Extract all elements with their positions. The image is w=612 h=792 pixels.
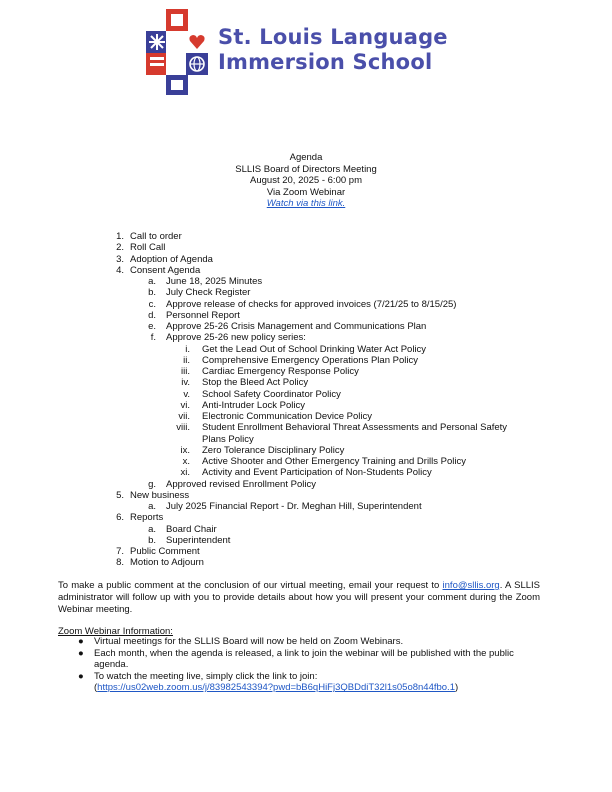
agenda-subitem — [0, 535, 612, 546]
item-text: Public Comment — [130, 546, 200, 557]
item-text: Cardiac Emergency Response Policy — [202, 366, 359, 377]
school-logo — [146, 9, 466, 95]
item-text: Get the Lead Out of School Drinking Water Act Policy — [202, 343, 427, 355]
item-text: Adoption of Agenda — [130, 253, 213, 265]
item-number: e. — [148, 321, 156, 332]
item-text: Motion to Adjourn — [130, 557, 204, 569]
meeting-name: SLLIS Board of Directors Meeting — [235, 163, 377, 175]
item-number: f. — [150, 332, 156, 344]
item-number: 1. — [116, 231, 124, 242]
agenda-subitem — [0, 501, 612, 512]
logo-line-2: Immersion School — [218, 50, 433, 74]
agenda-item — [0, 490, 612, 501]
item-number: 6. — [116, 512, 124, 524]
agenda-item — [0, 557, 612, 568]
item-number: x. — [182, 456, 190, 467]
bullet-dot-icon: ● — [78, 636, 84, 647]
bullet-item — [58, 671, 538, 694]
item-text: Student Enrollment Behavioral Threat Assessments and Personal Safety Plans Policy — [202, 422, 508, 445]
policy-item — [0, 355, 612, 366]
bullet-item — [58, 648, 538, 671]
zoom-webinar-link[interactable]: https://us02web.zoom.us/j/83982543394?pwd=bB6qHiFj3QBDdiT32l1s05o8n44fbo.1 — [97, 682, 455, 694]
item-number: d. — [148, 309, 156, 321]
item-text: Call to order — [130, 231, 182, 242]
comment-text-after: . A SLLIS administrator will follow up with you to provide details about how you will present your comment during the Zoom Webinar meeting. — [58, 580, 540, 615]
agenda-subitem — [0, 479, 612, 490]
bullet-dot-icon: ● — [78, 670, 84, 682]
item-number: 5. — [116, 489, 124, 501]
item-text: Comprehensive Emergency Operations Plan Policy — [202, 354, 418, 366]
item-number: v. — [183, 388, 190, 400]
item-text: Active Shooter and Other Emergency Training and Drills Policy — [202, 456, 467, 467]
item-number: iii. — [181, 366, 190, 377]
item-number: vi. — [180, 399, 190, 411]
policy-item — [0, 400, 612, 411]
agenda-item — [0, 546, 612, 557]
item-number: b. — [148, 534, 156, 546]
agenda-item — [0, 242, 612, 253]
item-number: 7. — [116, 546, 124, 557]
policy-item — [0, 422, 612, 445]
item-text: July 2025 Financial Report - Dr. Meghan Hill, Superintendent — [166, 501, 422, 512]
item-text: Approve release of checks for approved invoices (7/21/25 to 8/15/25) — [166, 298, 457, 310]
agenda-item — [0, 231, 612, 242]
comment-text-before: To make a public comment at the conclusion of our virtual meeting, email your request to — [58, 580, 443, 591]
item-text: July Check Register — [166, 287, 251, 299]
item-number: i. — [185, 343, 190, 355]
watch-link[interactable]: Watch via this link. — [266, 198, 346, 210]
agenda-item — [0, 512, 612, 523]
item-text: Board Chair — [166, 523, 217, 535]
meeting-datetime: August 20, 2025 - 6:00 pm — [250, 175, 362, 187]
agenda-subitem — [0, 524, 612, 535]
item-number: ix. — [180, 444, 190, 456]
item-text: Personnel Report — [166, 309, 240, 321]
item-text: Roll Call — [130, 242, 166, 254]
item-text: Anti-Intruder Lock Policy — [202, 399, 305, 411]
bullet-text: Virtual meetings for the SLLIS Board will now be held on Zoom Webinars. — [94, 636, 404, 647]
item-text: Stop the Bleed Act Policy — [202, 377, 309, 389]
logo-wordmark — [218, 25, 448, 75]
agenda-item — [0, 254, 612, 265]
bullet-text: To watch the meeting live, simply click the link to join: — [94, 670, 318, 682]
item-number: viii. — [176, 422, 190, 434]
item-number: xi. — [180, 467, 190, 479]
agenda-subitem — [0, 287, 612, 298]
item-text: Approved revised Enrollment Policy — [166, 478, 316, 490]
item-text: Superintendent — [166, 534, 231, 546]
policy-item — [0, 467, 612, 478]
item-number: a. — [148, 523, 156, 535]
item-text: Activity and Event Participation of Non-Students Policy — [202, 467, 432, 479]
item-number: b. — [148, 287, 156, 299]
agenda-subitem — [0, 276, 612, 287]
agenda-title: Agenda — [289, 152, 323, 163]
policy-item — [0, 456, 612, 467]
item-number: g. — [148, 478, 156, 490]
item-number: vii. — [178, 411, 190, 422]
item-number: a. — [148, 276, 156, 287]
agenda-subitem — [0, 321, 612, 332]
policy-item — [0, 445, 612, 456]
item-text: Electronic Communication Device Policy — [202, 411, 373, 422]
item-number: a. — [148, 501, 156, 512]
policy-item — [0, 389, 612, 400]
agenda-header — [0, 152, 612, 210]
agenda-subitem — [0, 299, 612, 310]
item-text: June 18, 2025 Minutes — [166, 276, 263, 287]
policy-item — [0, 344, 612, 355]
policy-item — [0, 366, 612, 377]
policy-item — [0, 377, 612, 388]
agenda-list — [0, 231, 612, 569]
bullet-item — [58, 636, 538, 648]
agenda-item — [0, 265, 612, 276]
item-text: School Safety Coordinator Policy — [202, 388, 341, 400]
policy-item — [0, 411, 612, 422]
item-number: 4. — [116, 264, 124, 276]
item-number: iv. — [181, 377, 190, 389]
zoom-info-list — [58, 636, 538, 694]
item-text: Approve 25-26 Crisis Management and Communications Plan — [166, 321, 427, 332]
email-link[interactable]: info@sllis.org — [442, 580, 500, 591]
logo-line-1: St. Louis Language — [218, 25, 448, 49]
item-number: 3. — [116, 253, 124, 265]
item-text: Consent Agenda — [130, 264, 201, 276]
meeting-venue: Via Zoom Webinar — [266, 186, 346, 198]
agenda-subitem — [0, 310, 612, 321]
item-number: 2. — [116, 242, 124, 254]
logo-mark-icon — [146, 9, 210, 95]
item-number: ii. — [183, 354, 190, 366]
item-text: Zero Tolerance Disciplinary Policy — [202, 444, 345, 456]
zoom-info-heading: Zoom Webinar Information: — [58, 626, 173, 637]
agenda-subitem — [0, 332, 612, 343]
item-text: New business — [130, 489, 190, 501]
bullet-dot-icon: ● — [78, 647, 84, 659]
bullet-text: Each month, when the agenda is released, a link to join the webinar will be published with the public agenda. — [94, 647, 514, 671]
item-text: Reports — [130, 512, 164, 524]
link-paren-open: ( — [94, 682, 98, 694]
public-comment-paragraph — [58, 580, 540, 616]
link-paren-close: ) — [455, 682, 459, 694]
item-number: c. — [148, 298, 156, 310]
item-text: Approve 25-26 new policy series: — [166, 332, 306, 344]
item-number: 8. — [116, 557, 124, 569]
